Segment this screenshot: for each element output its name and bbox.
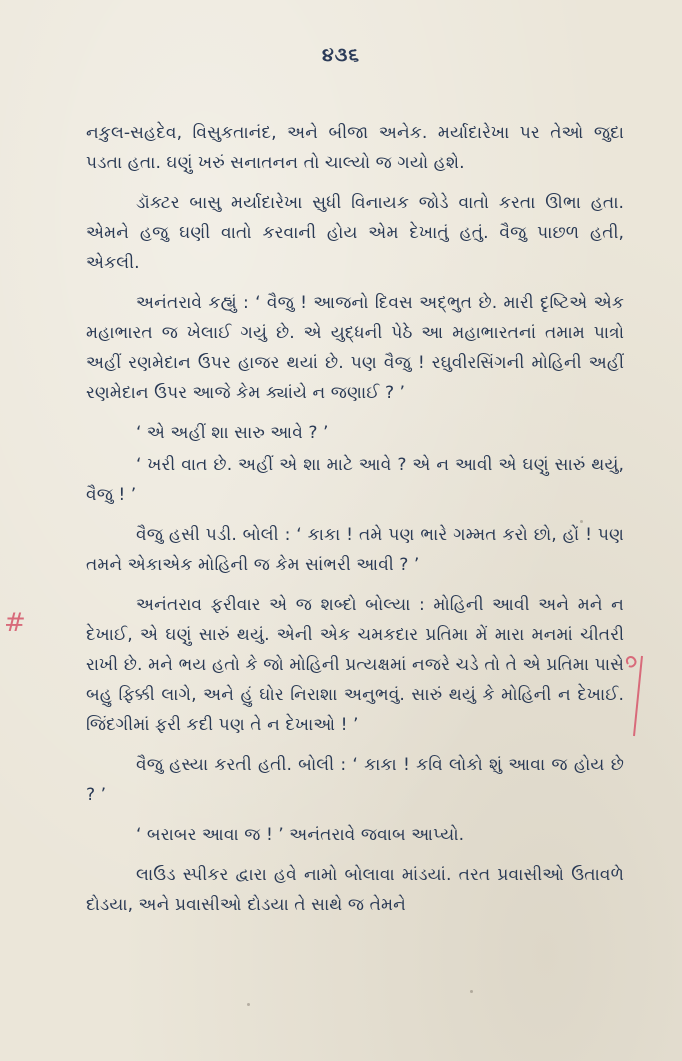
- paragraph: અનંતરાવ ફરીવાર એ જ શબ્દો બોલ્યા : મોહિની આવી અને મને ન દેખાઈ, એ ઘણું સારું થયું. એની એક ચમકદાર પ્રતિમા મેં મારા મનમાં ચીતરી રાખી છે. મને ભય હતો કે જો મોહિની પ્રત્યક્ષમાં નજરે ચડે તો તે એ પ્રતિમા પાસે બહુ ફિક્કી લાગે, અને હું ઘોર નિરાશા અનુભવું. સારું થયું કે મોહિની ન દેખાઈ. જિંદગીમાં ફરી કદી પણ તે ન દેખાઓ ! ’: [86, 595, 624, 735]
- margin-pencil-mark-left: #: [4, 608, 26, 638]
- paper-speck: [580, 520, 583, 523]
- paragraph: લાઉડ સ્પીકર દ્વારા હવે નામો બોલાવા માંડયાં. તરત પ્રવાસીઓ ઉતાવળે દોડયા, અને પ્રવાસીઓ દોડયા તે સાથે જ તેમને: [86, 865, 624, 915]
- paper-speck: [247, 1003, 250, 1006]
- paragraph: ડૉક્ટર બાસુ મર્યાદારેખા સુધી વિનાયક જોડે વાતો કરતા ઊભા હતા. એમને હજુ ઘણી વાતો કરવાની હોય એમ દેખાતું હતું. વૈજુ પાછળ હતી, એકલી.: [86, 193, 624, 273]
- paragraph: ‘ ખરી વાત છે. અહીં એ શા માટે આવે ? એ ન આવી એ ઘણું સારું થયું, વૈજુ ! ’: [86, 455, 624, 505]
- paragraph: અનંતરાવે કહ્યું : ‘ વૈજુ ! આજનો દિવસ અદ્ભુત છે. મારી દૃષ્ટિએ એક મહાભારત જ ખેલાઈ ગયું છે. એ યુદ્ધની પેઠે આ મહાભારતનાં તમામ પાત્રો અહીં રણમેદાન ઉપર હાજર થયાં છે. પણ વૈજુ ! રઘુવીરસિંગની મોહિની અહીં રણમેદાન ઉપર આજે કેમ ક્યાંયે ન જણાઈ ? ’: [86, 293, 624, 403]
- paragraph: વૈજુ હસ્યા કરતી હતી. બોલી : ‘ કાકા ! કવિ લોકો શું આવા જ હોય છે ? ’: [86, 755, 624, 805]
- paper-speck: [470, 990, 473, 993]
- paragraph: ‘ બરાબર આવા જ ! ’ અનંતરાવે જવાબ આપ્યો.: [136, 825, 465, 845]
- paragraph: ‘ એ અહીં શા સારુ આવે ? ’: [136, 423, 329, 443]
- margin-pencil-mark-right: [620, 650, 660, 740]
- paragraph: વૈજુ હસી પડી. બોલી : ‘ કાકા ! તમે પણ ભારે ગમ્મત કરો છો, હોં ! પણ તમને એકાએક મોહિની જ કેમ સાંભરી આવી ? ’: [86, 525, 624, 575]
- body-text: [86, 118, 624, 930]
- paragraph: નકુલ-સહદેવ, વિસુકતાનંદ, અને બીજા અનેક. મર્યાદારેખા પર તેઓ જુદા પડતા હતા. ઘણું ખરું સનાતનન તો ચાલ્યો જ ગયો હશે.: [86, 123, 624, 173]
- page-number: ૪૩૬: [321, 44, 361, 66]
